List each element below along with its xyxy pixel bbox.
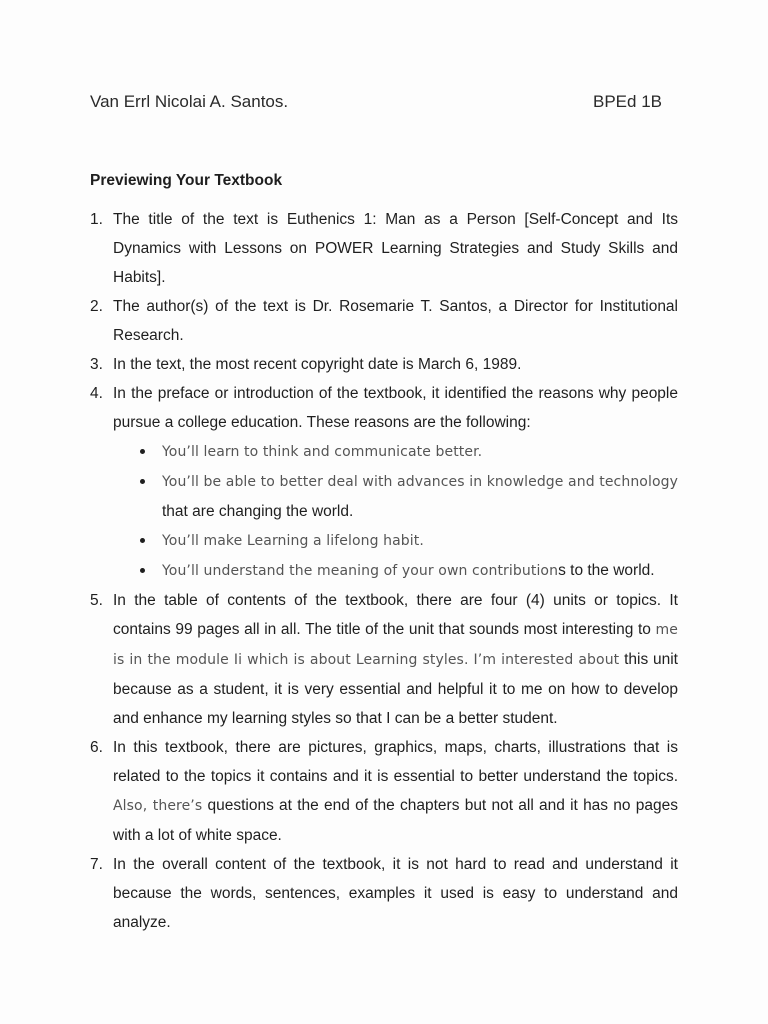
item-text: In the preface or introduction of the textbook, it identified the reasons why people pursue a college education. These reasons are the following: [113,385,678,431]
item-text-pasted: Also, there’s [113,798,203,814]
bullet-item [113,526,678,556]
item-text-continued: this unit because as a student, it is very essential and helpful it to me on how to develop and enhance my learning styles so that I can be a better student. [113,651,678,727]
item-text: The author(s) of the text is Dr. Rosemarie T. Santos, a Director for Institutional Research. [113,298,678,344]
document-title: Previewing Your Textbook [90,172,283,189]
item-text-pasted: me is in the module Ii which is about Learning styles. I’m interested about [113,622,678,668]
list-item-7 [90,850,678,937]
list-item-6 [90,733,678,850]
item-number: 5. [90,592,103,609]
item-number: 3. [90,356,103,373]
bullet-item [113,556,678,586]
item-number: 6. [90,739,103,756]
list-item-2 [90,292,678,350]
course-section: BPEd 1B [593,92,662,111]
bullet-item [113,467,678,526]
item-number: 7. [90,856,103,873]
list-item-1 [90,205,678,292]
item-text: In the overall content of the textbook, it is not hard to read and understand it because the words, sentences, examples it used is easy to understand and analyze. [113,856,678,931]
bullet-item [113,437,678,467]
bullet-text: You’ll make Learning a lifelong habit. [162,533,424,549]
reasons-bullet-list [113,437,678,586]
bullet-text-continued: s to the world. [558,562,655,579]
list-item-5 [90,586,678,733]
numbered-list [90,205,678,937]
item-number: 4. [90,385,103,402]
item-text: In this textbook, there are pictures, graphics, maps, charts, illustrations that is related to the topics it contains and it is essential to better understand the topics. [113,739,678,785]
list-item-3 [90,350,678,379]
student-name: Van Errl Nicolai A. Santos. [90,92,289,111]
bullet-icon [140,538,145,543]
item-text-continued: questions at the end of the chapters but not all and it has no pages with a lot of white space. [113,797,678,844]
item-text: In the table of contents of the textbook, there are four (4) units or topics. It contains 99 pages all in all. The title of the unit that sounds most interesting to [113,592,678,638]
bullet-text: You’ll learn to think and communicate better. [162,444,483,460]
bullet-text-continued: that are changing the world. [162,503,354,520]
bullet-icon [140,568,145,573]
document-header [90,92,666,116]
bullet-icon [140,479,145,484]
bullet-text: You’ll be able to better deal with advances in knowledge and technology [162,474,678,490]
bullet-icon [140,449,145,454]
bullet-text: You’ll understand the meaning of your own contribution [162,563,559,579]
item-text: The title of the text is Euthenics 1: Man as a Person [Self-Concept and Its Dynamics with Lessons on POWER Learning Strategies and Study Skills and Habits]. [113,211,678,286]
item-text: In the text, the most recent copyright date is March 6, 1989. [113,356,522,373]
list-item-4 [90,379,678,586]
item-number: 1. [90,211,103,228]
item-number: 2. [90,298,103,315]
